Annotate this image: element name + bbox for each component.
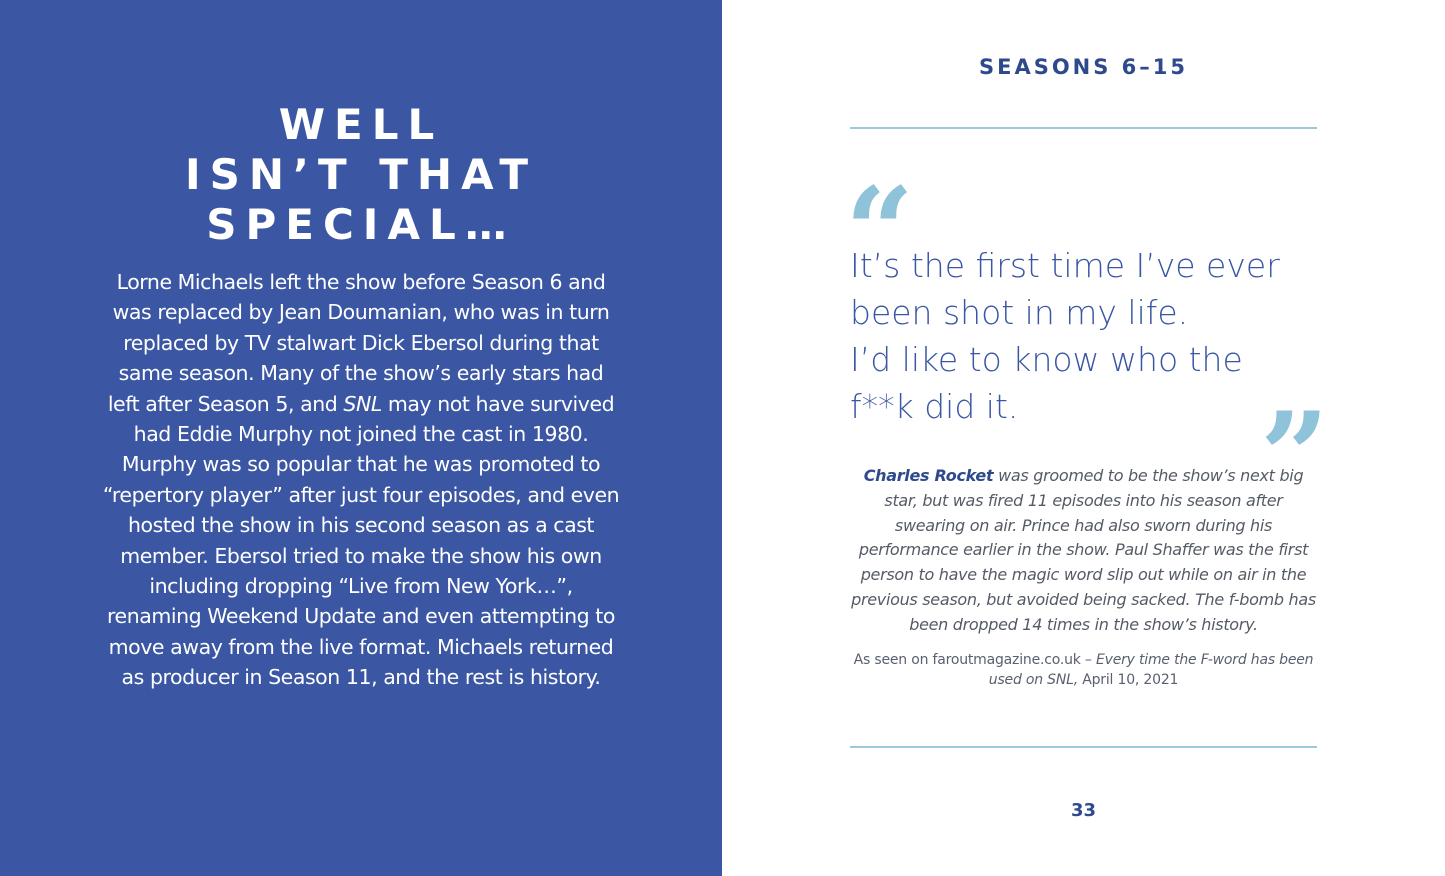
bottom-divider bbox=[850, 746, 1317, 748]
quote-line: I’d like to know who the bbox=[850, 340, 1243, 379]
source-prefix: As seen on faroutmagazine.co.uk – bbox=[853, 652, 1096, 668]
quote-line: It’s the first time I’ve ever bbox=[850, 246, 1280, 285]
top-divider bbox=[850, 127, 1317, 129]
heading-line: ISN’T THAT bbox=[185, 150, 537, 199]
pull-quote bbox=[850, 242, 1290, 430]
source-title: Every time the F-word has been used on SNL, bbox=[988, 652, 1314, 688]
page-number: 33 bbox=[1070, 800, 1097, 821]
source-credit bbox=[850, 650, 1317, 690]
heading-line: WELL bbox=[278, 100, 444, 149]
source-date: April 10, 2021 bbox=[1077, 672, 1179, 688]
body-paragraph bbox=[100, 267, 622, 693]
quote-line: been shot in my life. bbox=[850, 293, 1189, 332]
caption-name: Charles Rocket bbox=[863, 466, 994, 485]
snl-title: SNL bbox=[343, 391, 382, 416]
quote-caption bbox=[850, 464, 1317, 638]
body-text-part-1: Lorne Michaels left the show before Season 6 and was replaced by Jean Doumanian, who was in turn replaced by TV stalwart Dick Ebersol during that same season. Many of the show’s early stars had left after Season 5, and bbox=[107, 270, 610, 416]
section-title: SEASONS 6–15 bbox=[978, 55, 1189, 79]
left-page-panel bbox=[0, 0, 722, 876]
right-page bbox=[722, 0, 1445, 876]
heading-line: SPECIAL… bbox=[206, 200, 516, 249]
caption-text: was groomed to be the show’s next big star, but was fired 11 episodes into his season after swearing on air. Prince had also sworn during his performance earlier in the show. Paul Shaffer was the first person to have the magic word slip out while on air in the previous season, but avoided being sacked. The f-bomb has been dropped 14 times in the show’s history. bbox=[851, 466, 1316, 634]
close-quote-icon: ” bbox=[1260, 386, 1330, 527]
open-quote-icon: “ bbox=[845, 161, 915, 302]
page-heading bbox=[40, 100, 682, 250]
quote-line: f**k did it. bbox=[850, 387, 1019, 426]
body-text-part-2: may not have survived had Eddie Murphy not joined the cast in 1980. Murphy was so popular that he was promoted to “repertory player” after just four episodes, and even hosted the show in his second season as a cast member. Ebersol tried to make the show his own including dropping “Live from New York…”, renaming Weekend Update and even attempting to move away from the live format. Michaels returned as producer in Season 11, and the rest is history. bbox=[102, 391, 620, 690]
